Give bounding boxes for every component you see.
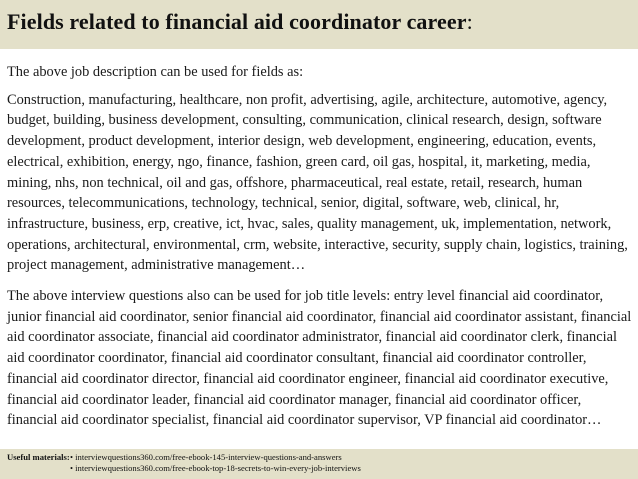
footer-useful-materials [0,449,638,479]
intro-text: The above job description can be used for fields as: [7,64,304,80]
page-title [7,9,473,34]
footer-label-separator: : [66,452,70,462]
footer-row-2 [7,463,638,474]
footer-link-ebook-18-secrets[interactable]: • interviewquestions360.com/free-ebook-top-18-secrets-to-win-every-job-interviews [70,463,361,473]
job-levels-text: The above interview questions also can be used for job title levels: entry level financial aid coordinator, junior financial aid coordinator, senior financial aid coordinator, financial aid coordinator assistant, financial aid coordinator associate, financial aid coordinator administrator, financial aid coordinator clerk, financial aid coordinator coordinator, financial aid coordinator consultant, financial aid coordinator controller, financial aid coordinator director, financial aid coordinator engineer, financial aid coordinator executive, financial aid coordinator leader, financial aid coordinator manager, financial aid coordinator officer, financial aid coordinator specialist, financial aid coordinator supervisor, VP financial aid coordinator… [7,288,632,429]
main-content [7,62,635,431]
footer-label-text: Useful materials [7,452,67,462]
page-title-colon: : [466,9,473,34]
footer-label [7,452,70,463]
footer-link-ebook-145[interactable]: • interviewquestions360.com/free-ebook-145-interview-questions-and-answers [70,452,342,462]
page-title-text: Fields related to financial aid coordinator career [7,9,467,34]
title-bar [0,0,638,49]
footer-row-1 [7,452,638,463]
fields-list: Construction, manufacturing, healthcare, non profit, advertising, agile, architecture, automotive, agency, budget, building, business development, consulting, communication, clinical research, design, software development, product development, interior design, web development, engineering, education, events, electrical, exhibition, energy, ngo, finance, fashion, green card, oil gas, hospital, it, marketing, media, mining, nhs, non technical, oil and gas, offshore, pharmaceutical, real estate, retail, research, human resources, telecommunications, technology, technical, senior, digital, software, web, clinical, hr, infrastructure, business, erp, creative, ict, hvac, sales, quality management, uk, implementation, network, operations, architectural, environmental, crm, website, interactive, security, supply chain, logistics, training, project management, administrative management… [7,91,628,274]
footer-indent [7,463,70,474]
